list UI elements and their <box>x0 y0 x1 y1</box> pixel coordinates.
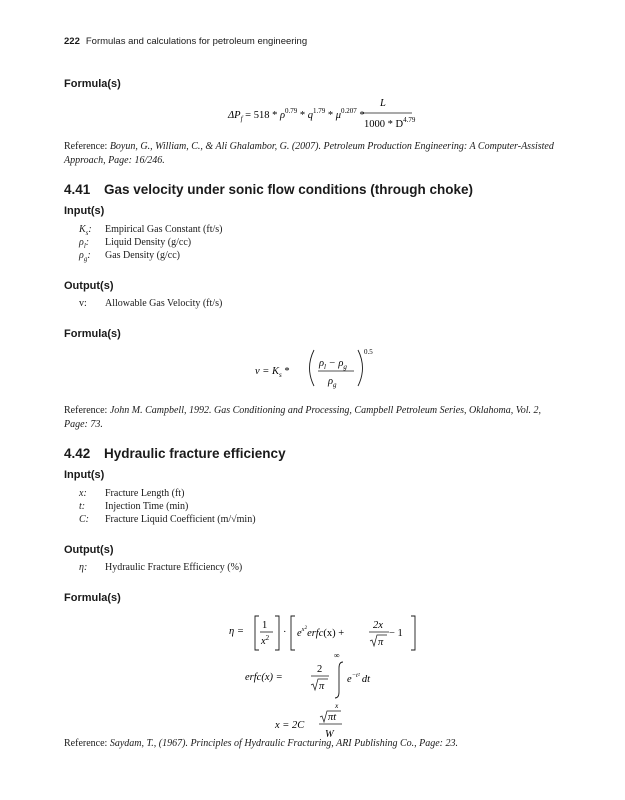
formula-numerator: L <box>380 98 386 109</box>
velocity-lhs: v = K <box>255 366 279 377</box>
svg-text:ρl − ρg <box>318 358 347 371</box>
svg-text:1000 * D4.79 <box>364 116 416 130</box>
running-title: Formulas and calculations for petroleum engineering <box>85 36 308 47</box>
formula-star1: * <box>297 110 308 121</box>
e: e <box>297 628 302 639</box>
sub-l: l <box>324 363 326 371</box>
rho-l: ρ <box>319 358 325 369</box>
rho-g: ρ <box>328 376 334 387</box>
formulas-label: Formula(s) <box>64 328 121 340</box>
input-symbol: $\rho_l$: <box>79 237 90 250</box>
reference-4-42 <box>64 737 564 751</box>
input-symbol: $\rho_g$: <box>79 250 91 263</box>
reference-label: Reference: <box>64 141 110 152</box>
reference-text: John M. Campbell, 1992. Gas Conditioning and Processing, Campbell Petroleum Series, Oklahoma, Vol. 2, Page: 73. <box>64 405 541 430</box>
input-row <box>79 250 180 262</box>
sub-s: s <box>279 371 282 379</box>
input-symbol: $K_s$: <box>79 224 92 237</box>
formulas-label: Formula(s) <box>64 78 121 90</box>
input-desc: Fracture Liquid Coefficient (m/√min) <box>105 514 256 525</box>
pi: π <box>378 637 384 648</box>
section-number: 4.42 <box>64 446 91 461</box>
right-paren <box>358 350 363 386</box>
reference-label: Reference: <box>64 738 110 749</box>
formula-mu: μ <box>335 110 342 121</box>
two: 2 <box>317 664 323 675</box>
integral-sign <box>335 662 343 698</box>
pressure-drop-formula <box>200 94 440 134</box>
pi-t: πt <box>328 712 337 723</box>
formula-star3: * <box>356 110 365 121</box>
reference-label: Reference: <box>64 405 110 416</box>
input-row <box>79 514 256 526</box>
input-row <box>79 488 184 500</box>
erfc-arg: (x) <box>323 628 336 639</box>
erfc: erfc <box>307 628 324 639</box>
right-bracket-2 <box>411 616 415 650</box>
input-desc: Injection Time (min) <box>105 501 189 512</box>
running-header <box>64 36 307 47</box>
output-row <box>79 562 242 574</box>
output-row <box>79 298 222 310</box>
two-x: 2x <box>373 620 383 631</box>
e-exp-x: x <box>301 626 305 633</box>
plus: + <box>335 628 345 639</box>
input-desc: Gas Density (g/cc) <box>105 250 180 261</box>
reference-4-41 <box>64 404 564 432</box>
x-den: x <box>261 636 266 647</box>
sub-g-den: g <box>333 381 337 389</box>
inputs-label: Input(s) <box>64 205 105 217</box>
integrand-e: e <box>347 674 352 685</box>
formula-lhs: ΔP <box>228 110 241 121</box>
reference-text: Boyun, G., William, C., & Ali Ghalambor, G. (2007). Petroleum Production Engineering: A Computer-Assisted Approach, Page: 16/246. <box>64 141 554 166</box>
reference-text: Saydam, T., (1967). Principles of Hydraulic Fracturing, ARI Publishing Co., Page: 23. <box>109 738 459 749</box>
e-exp-2: 2 <box>304 626 308 631</box>
formula-rho: ρ <box>279 110 285 121</box>
outputs-label: Output(s) <box>64 544 114 556</box>
formula-exp3: 0.207 <box>341 107 357 115</box>
inputs-label: Input(s) <box>64 469 105 481</box>
formula-eq: = 518 * <box>242 110 280 121</box>
upper-limit: ∞ <box>334 651 340 660</box>
formula-exp2: 1.79 <box>313 107 326 115</box>
eta-lhs: η = <box>229 626 244 637</box>
input-row <box>79 237 191 249</box>
lower-limit: x <box>335 701 339 710</box>
output-symbol: η: <box>79 562 88 573</box>
formula-den-exp: 4.79 <box>403 116 416 124</box>
one: 1 <box>262 620 268 631</box>
sq: 2 <box>265 634 270 642</box>
page-number: 222 <box>64 36 80 47</box>
pi: π <box>319 681 325 692</box>
output-desc: Allowable Gas Velocity (ft/s) <box>105 298 223 309</box>
input-desc: Liquid Density (g/cc) <box>105 237 192 248</box>
svg-text:x2 <box>260 634 270 647</box>
input-symbol: C: <box>79 514 89 525</box>
minus-one: − 1 <box>389 628 403 639</box>
input-row <box>79 501 188 513</box>
section-title: Hydraulic fracture efficiency <box>104 446 286 461</box>
fracture-efficiency-formulas <box>225 610 425 745</box>
svg-text:ΔPf = 518 * ρ0.79 * q1.79 * μ0 <box>227 107 365 123</box>
neg-t2: −t² <box>351 672 360 679</box>
output-symbol: v: <box>79 298 87 309</box>
input-row <box>79 224 222 236</box>
formula-star2: * <box>325 110 336 121</box>
left-bracket-2 <box>291 616 295 650</box>
dt: dt <box>361 674 370 685</box>
outputs-label: Output(s) <box>64 280 114 292</box>
input-desc: Fracture Length (ft) <box>105 488 185 499</box>
left-paren <box>310 350 315 386</box>
input-symbol: t: <box>79 501 86 512</box>
section-title: Gas velocity under sonic flow conditions (through choke) <box>104 182 474 197</box>
W: W <box>325 729 334 740</box>
svg-text:e−t²dt <box>347 672 371 685</box>
sub-g: g <box>343 363 347 371</box>
section-number: 4.41 <box>64 182 91 197</box>
x-lhs: x = 2C <box>275 720 305 731</box>
svg-text:ρg <box>327 376 337 389</box>
minus-rho: − ρ <box>326 358 344 369</box>
dot: · <box>283 627 287 638</box>
left-bracket-1 <box>255 616 259 650</box>
formula-exp1: 0.79 <box>285 107 298 115</box>
reference-top <box>64 140 564 168</box>
formula-lhs-sub: f <box>240 115 243 123</box>
exponent: 0.5 <box>364 348 373 356</box>
output-desc: Hydraulic Fracture Efficiency (%) <box>105 562 243 573</box>
gas-velocity-formula <box>250 344 390 392</box>
formula-q: q <box>307 110 313 121</box>
erfc-lhs: erfc(x) = <box>245 672 283 683</box>
input-desc: Empirical Gas Constant (ft/s) <box>105 224 223 235</box>
svg-text:v = Ks * <box>255 366 290 379</box>
formula-denominator: 1000 * D <box>364 119 404 130</box>
formulas-label: Formula(s) <box>64 592 121 604</box>
right-bracket-1 <box>275 616 279 650</box>
star: * <box>281 366 290 377</box>
section-4-42-title <box>64 446 286 461</box>
svg-text:ex2erfc(x) + <box>297 626 344 639</box>
section-4-41-title <box>64 182 473 197</box>
input-symbol: x: <box>79 488 87 499</box>
